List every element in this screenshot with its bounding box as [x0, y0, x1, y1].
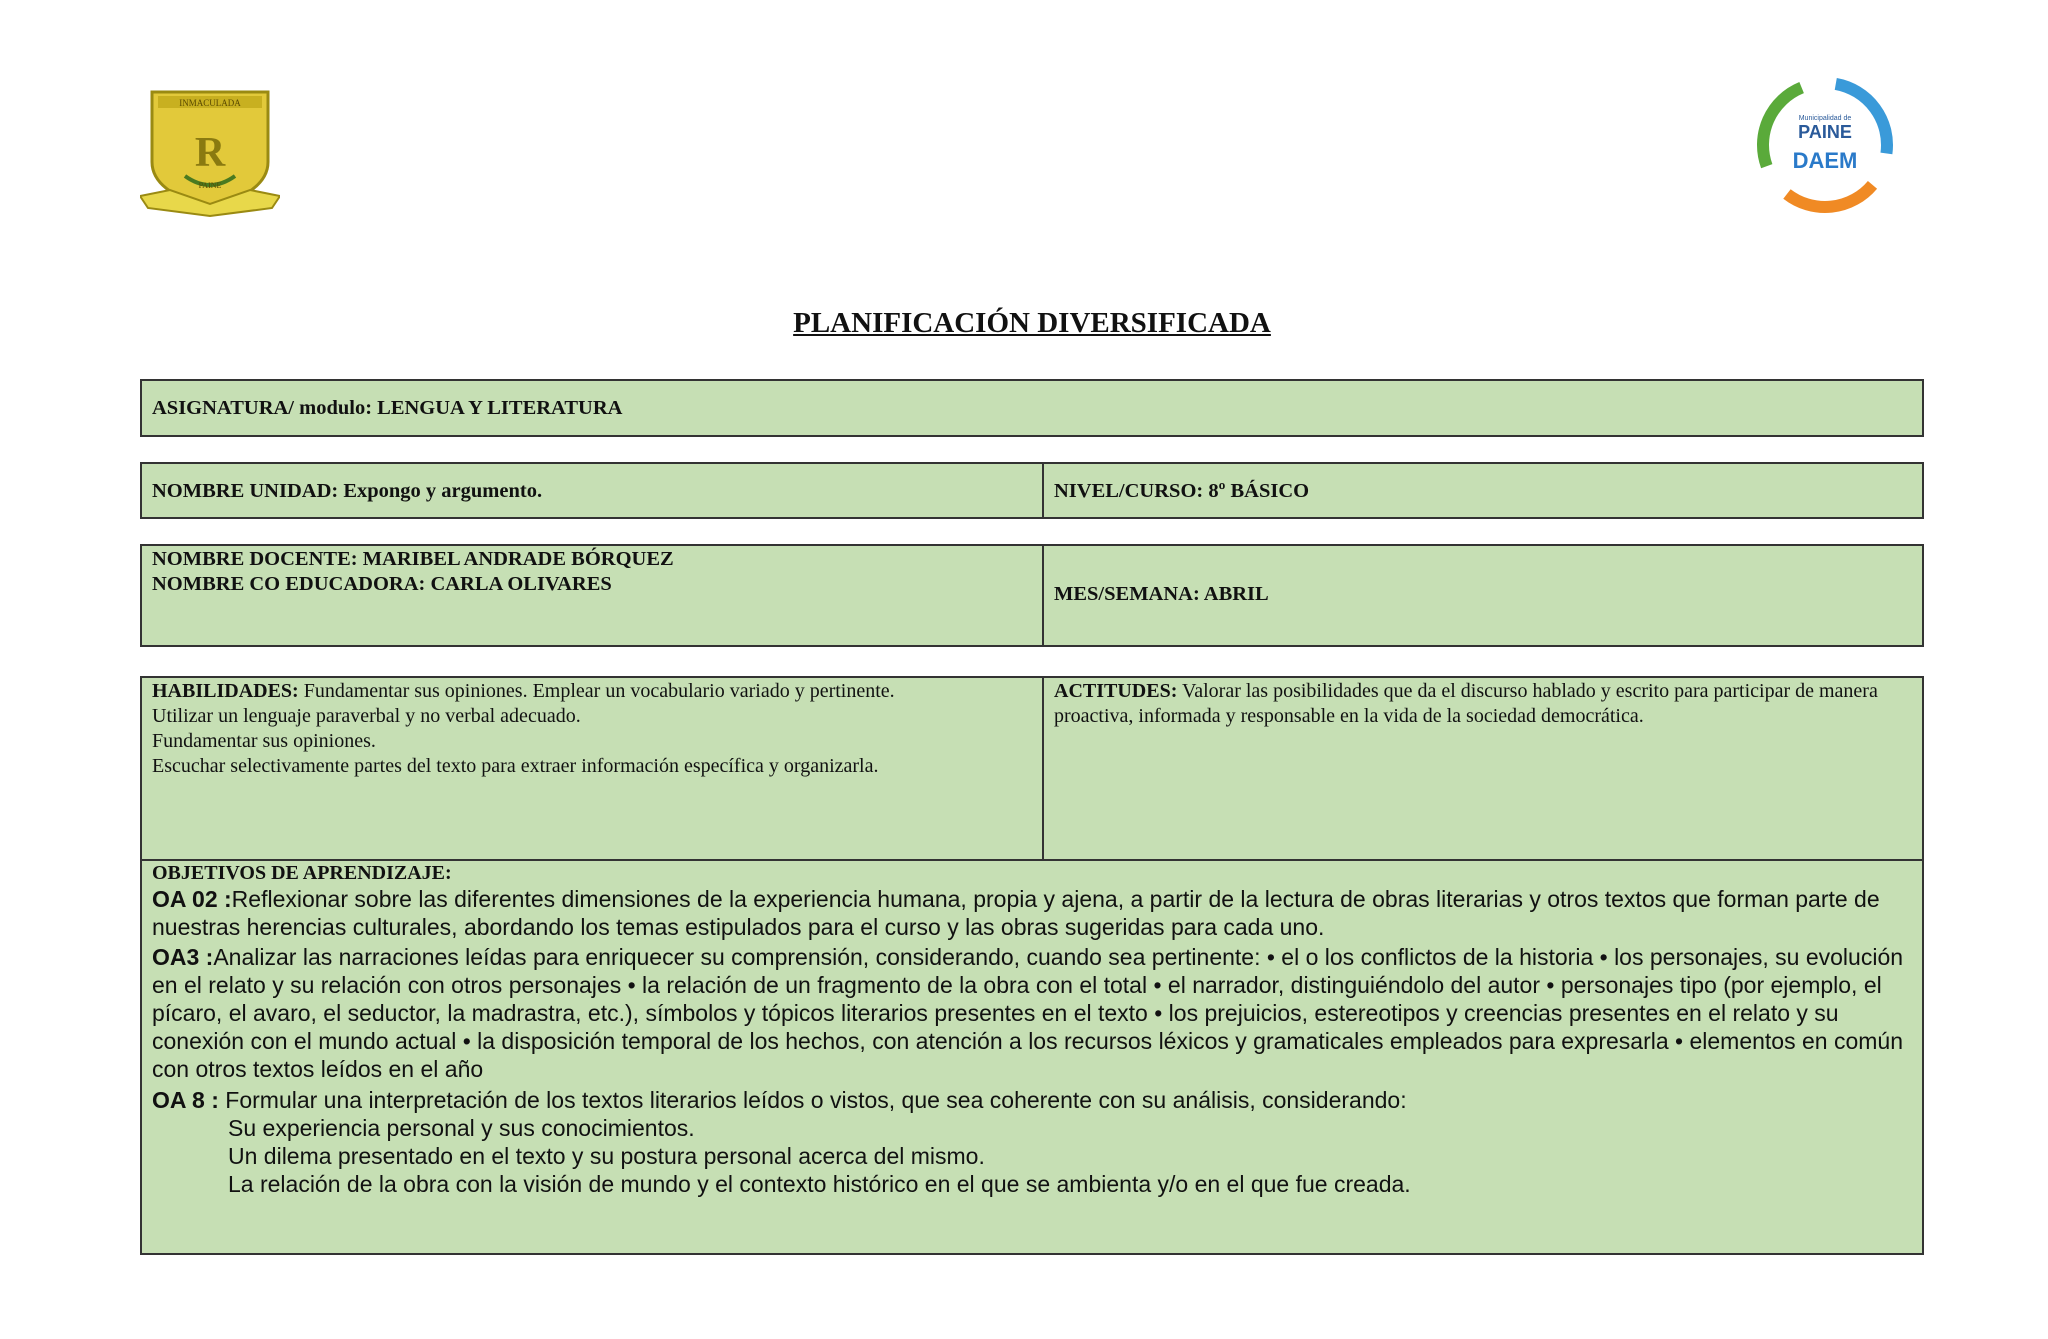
oa02-item — [152, 885, 1912, 941]
daem-logo-line3: DAEM — [1792, 148, 1858, 173]
crest-top-text: INMACULADA — [179, 98, 241, 108]
oa8-item — [152, 1086, 1912, 1114]
school-crest-logo — [140, 86, 280, 221]
actitudes-section — [1042, 678, 1922, 859]
oa8-subitem: La relación de la obra con la visión de mundo y el contexto histórico en el que se ambienta y/o en el que fue creada. — [228, 1171, 1411, 1197]
daem-paine-logo — [1750, 70, 1900, 220]
habilidades-line2: Utilizar un lenguaje paraverbal y no verbal adecuado. — [152, 705, 581, 727]
svg-text:R: R — [194, 130, 226, 176]
asignatura-box — [140, 379, 1924, 437]
daem-logo-line1: Municipalidad de — [1798, 115, 1852, 122]
crest-lower-text: PAINE — [198, 181, 222, 190]
oa02-text: Reflexionar sobre las diferentes dimensiones de la experiencia humana, propia y ajena, a partir de la lectura de obras literarias y otros textos que forman parte de nuestras herencias culturales, abordando los temas estipulados para el curso y las obras sugeridas para cada uno. — [152, 886, 1880, 940]
oa8-subitem: Su experiencia personal y sus conocimientos. — [228, 1115, 695, 1141]
oa02-code: OA 02 : — [152, 886, 232, 912]
oa3-text: Analizar las narraciones leídas para enriquecer su comprensión, considerando, cuando sea pertinente: • el o los conflictos de la historia • los personajes, su evolución en el relato y su relación con otros personajes • la relación de un fragmento de la obra con el total • el narrador, distinguiéndolo del autor • personajes tipo (por ejemplo, el pícaro, el avaro, el seductor, la madrastra, etc.), símbolos y tópicos literarios presentes en el texto • los prejuicios, estereotipos y creencias presentes en el relato y su conexión con el mundo actual • la disposición temporal de los hechos, con atención a los recursos léxicos y gramaticales empleados para expresarla • elementos en común con otros textos leídos en el año — [152, 944, 1904, 1082]
actitudes-text: Valorar las posibilidades que da el discurso hablado y escrito para participar de manera proactiva, informada y responsable en la vida de la sociedad democrática. — [1054, 680, 1878, 727]
oa3-code: OA3 : — [152, 944, 214, 970]
actitudes-heading: ACTITUDES: — [1054, 680, 1178, 702]
habilidades-heading: HABILIDADES: — [152, 680, 299, 702]
asignatura-label: ASIGNATURA/ modulo: LENGUA Y LITERATURA — [152, 397, 623, 419]
content-box — [140, 676, 1924, 1255]
docente-label: NOMBRE DOCENTE: MARIBEL ANDRADE BÓRQUEZ — [152, 548, 674, 570]
oa8-code: OA 8 : — [152, 1087, 219, 1113]
oa3-item — [152, 943, 1912, 1083]
mes-label: MES/SEMANA: ABRIL — [1054, 583, 1269, 605]
habilidades-line3: Fundamentar sus opiniones. — [152, 730, 376, 752]
unidad-label: NOMBRE UNIDAD: Expongo y argumento. — [152, 480, 543, 502]
docente-mes-box — [140, 544, 1924, 647]
habilidades-section — [142, 678, 1042, 859]
objetivos-section — [142, 861, 1922, 1198]
daem-logo-line2: PAINE — [1798, 122, 1852, 142]
nivel-label: NIVEL/CURSO: 8º BÁSICO — [1054, 480, 1310, 502]
objetivos-heading: OBJETIVOS DE APRENDIZAJE: — [152, 862, 452, 884]
unidad-nivel-box — [140, 462, 1924, 519]
coeducadora-label: NOMBRE CO EDUCADORA: CARLA OLIVARES — [152, 573, 612, 595]
habilidades-line4: Escuchar selectivamente partes del texto para extraer información específica y organizarla. — [152, 755, 879, 777]
oa8-subitem: Un dilema presentado en el texto y su postura personal acerca del mismo. — [228, 1143, 985, 1169]
oa8-text: Formular una interpretación de los textos literarios leídos o vistos, que sea coherente con su análisis, considerando: — [218, 1087, 1407, 1113]
habilidades-line1: Fundamentar sus opiniones. Emplear un vocabulario variado y pertinente. — [298, 680, 895, 702]
document-title: PLANIFICACIÓN DIVERSIFICADA — [793, 307, 1271, 339]
